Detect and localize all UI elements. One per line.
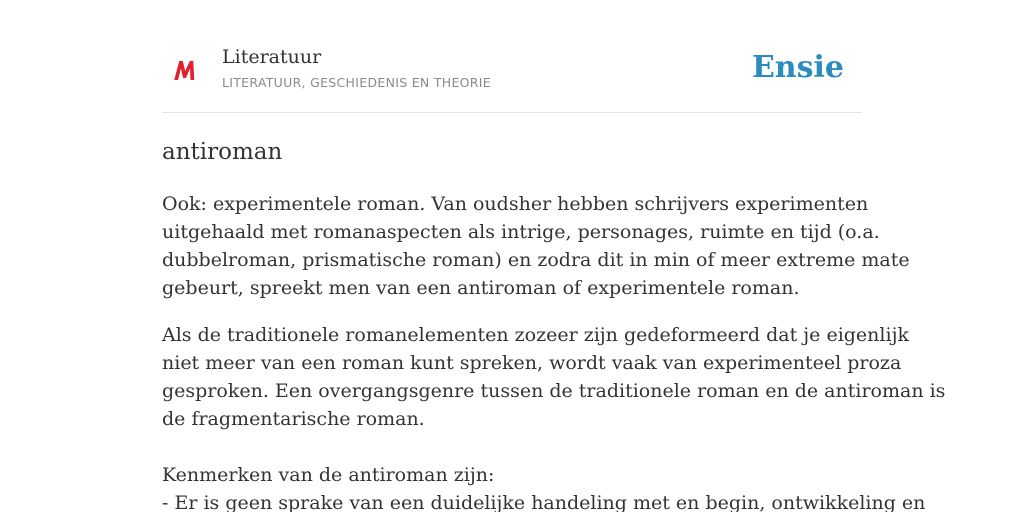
article-paragraph: [162, 321, 946, 433]
paragraph-line: gesproken. Een overgangsgenre tussen de traditionele roman en de antiroman is: [162, 380, 946, 402]
paragraph-line: niet meer van een roman kunt spreken, wordt vaak van experimenteel proza: [162, 352, 902, 374]
paragraph-line: - Er is geen sprake van een duidelijke handeling met en begin, ontwikkeling en: [162, 492, 926, 512]
paragraph-line: Als de traditionele romanelementen zozeer zijn gedeformeerd dat je eigenlijk: [162, 324, 909, 346]
article-paragraph: [162, 461, 926, 512]
article-title: antiroman: [162, 139, 283, 165]
paragraph-line: Kenmerken van de antiroman zijn:: [162, 464, 495, 486]
site-header: [162, 40, 862, 113]
article-paragraph: [162, 190, 910, 302]
site-subtitle: LITERATUUR, GESCHIEDENIS EN THEORIE: [222, 75, 491, 90]
article-content: [162, 132, 946, 512]
paragraph-line: gebeurt, spreekt men van een antiroman of experimentele roman.: [162, 277, 800, 299]
site-title-link[interactable]: Literatuur: [222, 46, 322, 68]
ensie-brand-logo[interactable]: Ensie: [751, 50, 844, 85]
paragraph-line: Ook: experimentele roman. Van oudsher hebben schrijvers experimenten: [162, 193, 869, 215]
paragraph-line: dubbelroman, prismatische roman) en zodra dit in min of meer extreme mate: [162, 249, 910, 271]
paragraph-line: de fragmentarische roman.: [162, 408, 425, 430]
m-logo-icon[interactable]: [172, 54, 198, 86]
paragraph-line: uitgehaald met romanaspecten als intrige, personages, ruimte en tijd (o.a.: [162, 221, 880, 243]
